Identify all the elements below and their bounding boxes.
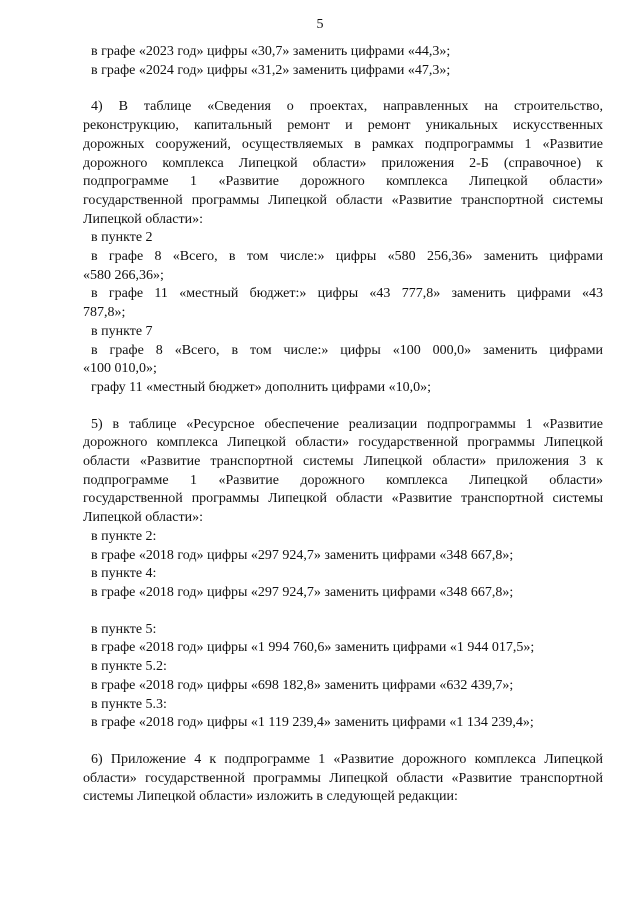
text-line: в графе «2018 год» цифры «698 182,8» заменить цифрами «632 439,7»; xyxy=(91,677,514,693)
text-line: в пункте 7 xyxy=(91,323,153,339)
text-line: в графе «2024 год» цифры «31,2» заменить цифрами «47,3»; xyxy=(91,62,451,78)
text-line: подпрограмме 1 «Развитие дорожного комплекса Липецкой области» xyxy=(83,174,603,190)
text-line: в графе 8 «Всего, в том числе:» цифры «580 256,36» заменить цифрами xyxy=(91,249,603,265)
text-line: дорожных сооружений, осуществляемых в рамках подпрограммы 1 «Развитие xyxy=(83,136,603,152)
text-line: графу 11 «местный бюджет» дополнить цифрами «10,0»; xyxy=(91,379,432,395)
text-line: 4) В таблице «Сведения о проектах, направленных на строительство, xyxy=(91,99,603,115)
text-line: «100 010,0»; xyxy=(83,361,157,377)
text-line: в графе «2018 год» цифры «297 924,7» заменить цифрами «348 667,8»; xyxy=(91,547,514,563)
text-line: в графе «2018 год» цифры «1 119 239,4» заменить цифрами «1 134 239,4»; xyxy=(91,715,534,731)
text-line: Липецкой области»: xyxy=(83,510,203,526)
text-line: государственной программы Липецкой области «Развитие транспортной системы xyxy=(83,192,603,208)
text-line: в графе «2018 год» цифры «297 924,7» заменить цифрами «348 667,8»; xyxy=(91,584,514,600)
text-line: в графе «2018 год» цифры «1 994 760,6» заменить цифрами «1 944 017,5»; xyxy=(91,640,535,656)
page-number: 5 xyxy=(316,17,324,32)
document-body xyxy=(83,43,603,807)
text-line: в графе 8 «Всего, в том числе:» цифры «100 000,0» заменить цифрами xyxy=(91,342,603,358)
text-line: в пункте 4: xyxy=(91,566,157,582)
paragraph-5 xyxy=(83,416,603,733)
text-line: в графе «2023 год» цифры «30,7» заменить цифрами «44,3»; xyxy=(91,44,451,59)
text-line: «580 266,36»; xyxy=(83,267,164,283)
text-line: дорожного комплекса Липецкой области» государственной программы Липецкой xyxy=(83,435,603,451)
text-line: системы Липецкой области» изложить в следующей редакции: xyxy=(83,789,458,805)
text-line: в пункте 5: xyxy=(91,621,157,637)
paragraph-6 xyxy=(83,751,603,807)
text-line: 5) в таблице «Ресурсное обеспечение реализации подпрограммы 1 «Развитие xyxy=(91,416,603,432)
text-line: в пункте 5.2: xyxy=(91,659,167,675)
text-line: 6) Приложение 4 к подпрограмме 1 «Развитие дорожного комплекса Липецкой xyxy=(91,751,603,767)
text-line: государственной программы Липецкой области «Развитие транспортной системы xyxy=(83,491,603,507)
text-line: дорожного комплекса Липецкой области» приложения 2-Б (справочное) к xyxy=(83,155,603,171)
text-line: в пункте 2 xyxy=(91,230,153,246)
text-line: в пункте 5.3: xyxy=(91,696,167,712)
text-line: реконструкцию, капитальный ремонт и ремонт уникальных искусственных xyxy=(83,118,603,134)
text-line: Липецкой области»: xyxy=(83,211,203,227)
text-line: области «Развитие транспортной системы Липецкой области» приложения 3 к xyxy=(83,454,603,470)
text-line: в графе 11 «местный бюджет:» цифры «43 777,8» заменить цифрами «43 xyxy=(91,286,603,302)
text-line: 787,8»; xyxy=(83,305,126,321)
text-line: подпрограмме 1 «Развитие дорожного комплекса Липецкой области» xyxy=(83,472,603,488)
text-line: в пункте 2: xyxy=(91,528,157,544)
paragraph-4 xyxy=(83,98,603,397)
text-line: области» государственной программы Липецкой области «Развитие транспортной xyxy=(83,770,603,786)
